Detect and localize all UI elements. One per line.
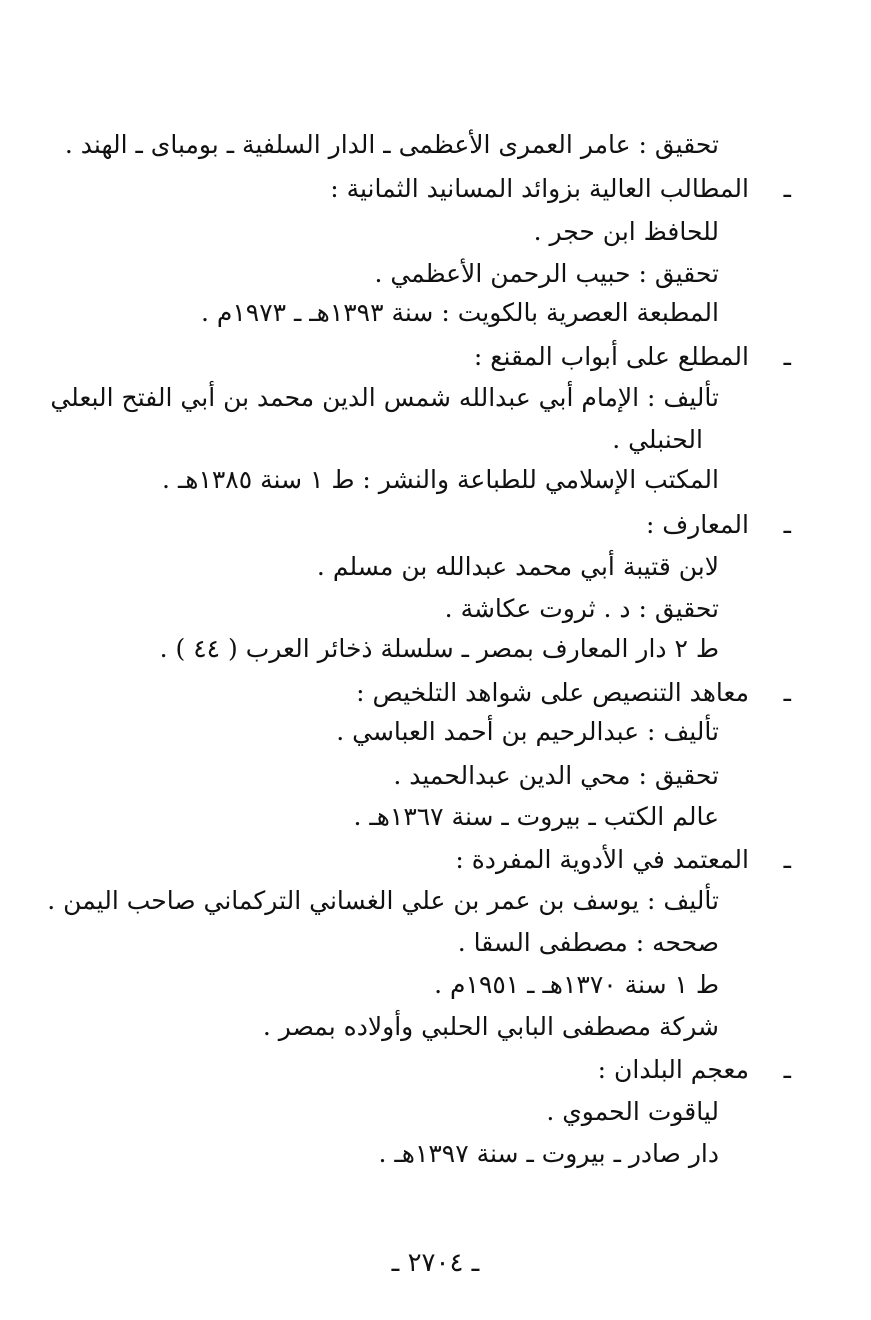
entry-line: لياقوت الحموي . (546, 1097, 719, 1126)
entry-title: المعتمد في الأدوية المفردة : (455, 845, 749, 874)
entry-line: تأليف : الإمام أبي عبدالله شمس الدين محمد بن أبي الفتح البعلي (50, 383, 719, 412)
entry-bullet: ـ (783, 845, 791, 874)
entry-line: ط ٢ دار المعارف بمصر ـ سلسلة ذخائر العرب ( ٤٤ ) . (159, 634, 719, 663)
entry-line: عالم الكتب ـ بيروت ـ سنة ١٣٦٧هـ . (353, 802, 719, 831)
entry-line: تأليف : عبدالرحيم بن أحمد العباسي . (336, 717, 719, 746)
entry-bullet: ـ (783, 510, 791, 539)
entry-line: المكتب الإسلامي للطباعة والنشر : ط ١ سنة ١٣٨٥هـ . (162, 465, 719, 494)
entry-line: شركة مصطفى البابي الحلبي وأولاده بمصر . (262, 1012, 719, 1041)
entry-line: تأليف : يوسف بن عمر بن علي الغساني التركماني صاحب اليمن . (47, 886, 719, 915)
entry-title: المطلع على أبواب المقنع : (473, 342, 749, 371)
entry-line: تحقيق : د . ثروت عكاشة . (444, 594, 719, 623)
entry-bullet: ـ (783, 174, 791, 203)
entry-title: المطالب العالية بزوائد المسانيد الثمانية : (330, 174, 749, 203)
entry-line: تحقيق : محي الدين عبدالحميد . (393, 761, 719, 790)
entry-line: دار صادر ـ بيروت ـ سنة ١٣٩٧هـ . (378, 1139, 719, 1168)
entry-line: تحقيق : عامر العمرى الأعظمى ـ الدار السلفية ـ بومباى ـ الهند . (64, 130, 719, 159)
entry-title: المعارف : (645, 510, 749, 539)
entry-bullet: ـ (783, 1055, 791, 1084)
entry-line: ط ١ سنة ١٣٧٠هـ ـ ١٩٥١م . (434, 970, 719, 999)
entry-line: تحقيق : حبيب الرحمن الأعظمي . (374, 259, 719, 288)
entry-line: لابن قتيبة أبي محمد عبدالله بن مسلم . (316, 552, 719, 581)
entry-line: الحنبلي . (612, 425, 703, 454)
entry-line: صححه : مصطفى السقا . (457, 928, 719, 957)
page-number: ـ ٢٧٠٤ ـ (391, 1248, 480, 1278)
entry-bullet: ـ (783, 678, 791, 707)
entry-line: المطبعة العصرية بالكويت : سنة ١٣٩٣هـ ـ ١٩٧٣م . (200, 298, 719, 327)
entry-line: للحافظ ابن حجر . (533, 217, 719, 246)
entry-title: معاهد التنصيص على شواهد التلخيص : (356, 678, 749, 707)
entry-bullet: ـ (783, 342, 791, 371)
entry-title: معجم البلدان : (597, 1055, 749, 1084)
